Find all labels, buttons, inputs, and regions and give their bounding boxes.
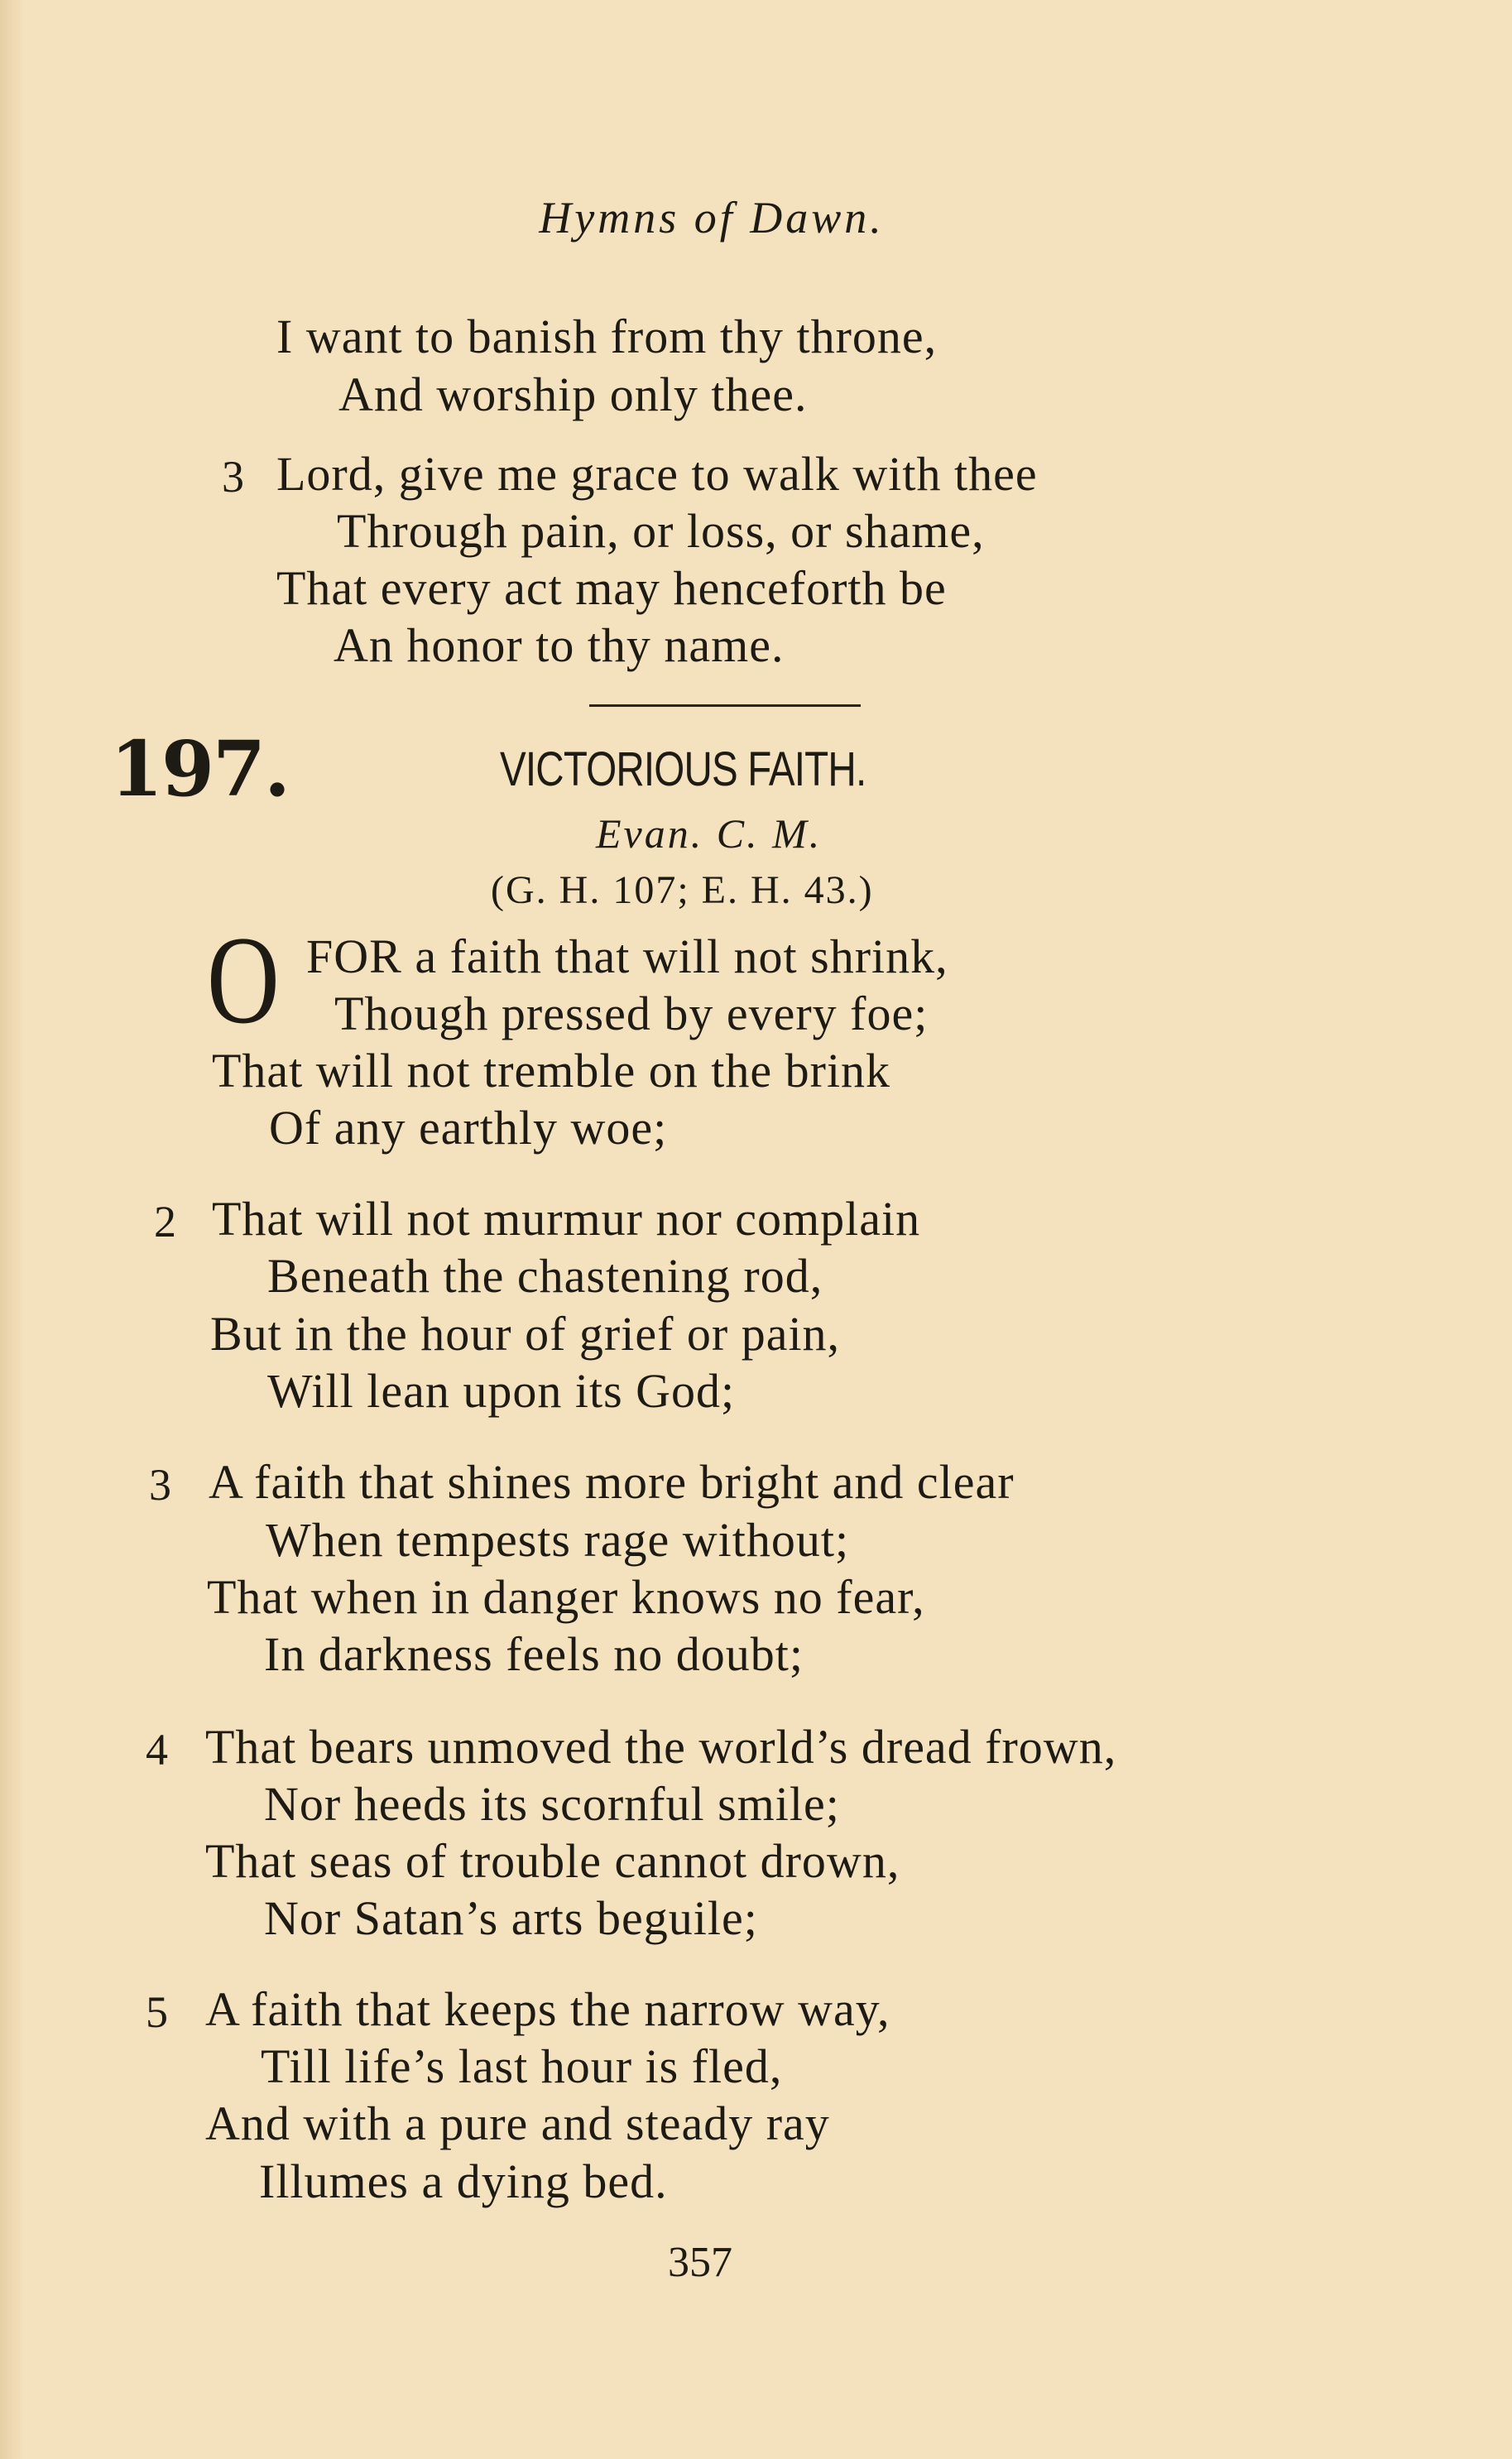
stanza-1-line-2: Though pressed by every foe;: [334, 987, 929, 1040]
drop-cap: O: [207, 910, 280, 1049]
hymn-title: VICTORIOUS FAITH.: [500, 742, 866, 796]
stanza-3-line-1: A faith that shines more bright and clear: [209, 1455, 1015, 1509]
page-number: 357: [668, 2239, 732, 2286]
running-head: Hymns of Dawn.: [539, 193, 885, 243]
hymnal-references: (G. H. 107; E. H. 43.): [491, 868, 874, 912]
prev-hymn-line-2: And worship only thee.: [338, 367, 808, 421]
prev-stanza-3-number: 3: [222, 452, 244, 502]
stanza-5-line-1: A faith that keeps the narrow way,: [205, 1982, 890, 2036]
stanza-5-line-3: And with a pure and steady ray: [205, 2096, 830, 2150]
stanza-4-line-1: That bears unmoved the world’s dread frown,: [205, 1720, 1117, 1774]
stanza-3-line-4: In darkness feels no doubt;: [264, 1627, 804, 1681]
stanza-1-line-1: FOR a faith that will not shrink,: [306, 929, 948, 983]
stanza-1-line-4: Of any earthly woe;: [269, 1101, 668, 1155]
stanza-5-line-2: Till life’s last hour is fled,: [261, 2039, 783, 2093]
stanza-5-number: 5: [146, 1987, 168, 2037]
stanza-4-line-3: That seas of trouble cannot drown,: [205, 1834, 900, 1888]
prev-stanza-3-line-4: An honor to thy name.: [334, 618, 785, 672]
stanza-2-line-4: Will lean upon its God;: [267, 1364, 736, 1418]
stanza-2-line-2: Beneath the chastening rod,: [267, 1249, 823, 1303]
stanza-2-number: 2: [154, 1197, 176, 1246]
prev-stanza-3-line-2: Through pain, or loss, or shame,: [337, 504, 985, 558]
prev-hymn-line-1: I want to banish from thy throne,: [276, 310, 938, 363]
stanza-4-line-2: Nor heeds its scornful smile;: [264, 1777, 840, 1831]
stanza-3-line-3: That when in danger knows no fear,: [207, 1570, 925, 1624]
stanza-3-number: 3: [149, 1460, 171, 1510]
page-edge-shadow: [0, 0, 25, 2459]
stanza-3-line-2: When tempests rage without;: [266, 1513, 850, 1567]
stanza-5-line-4: Illumes a dying bed.: [259, 2154, 668, 2208]
tune-meter: Evan. C. M.: [596, 810, 823, 857]
stanza-2-line-3: But in the hour of grief or pain,: [210, 1307, 841, 1361]
hymn-number: 197.: [110, 724, 290, 814]
stanza-4-line-4: Nor Satan’s arts beguile;: [264, 1891, 758, 1945]
section-divider: [589, 704, 861, 707]
prev-stanza-3-line-1: Lord, give me grace to walk with thee: [276, 447, 1038, 501]
stanza-4-number: 4: [146, 1725, 168, 1775]
stanza-2-line-1: That will not murmur nor complain: [212, 1192, 921, 1246]
stanza-1-line-3: That will not tremble on the brink: [212, 1044, 891, 1097]
prev-stanza-3-line-3: That every act may henceforth be: [276, 561, 947, 615]
